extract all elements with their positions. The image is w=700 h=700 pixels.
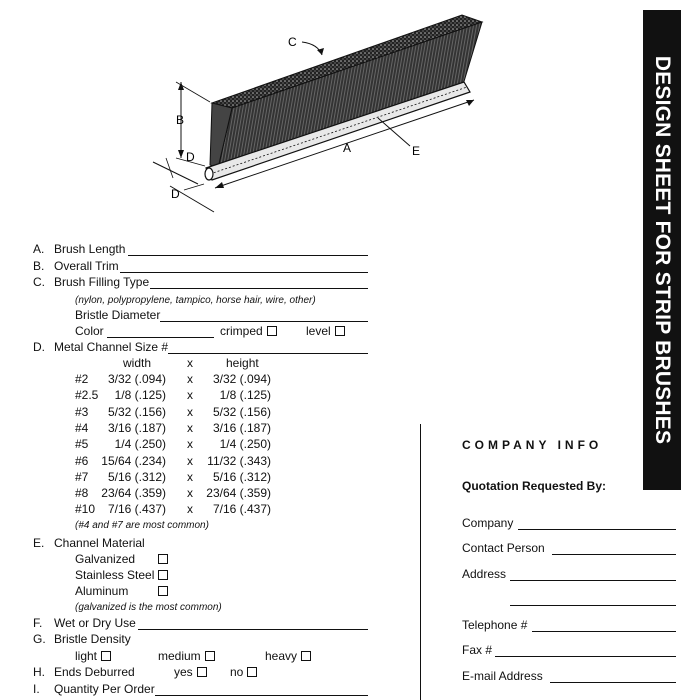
- telephone-label: Telephone #: [462, 618, 528, 632]
- stainless-checkbox[interactable]: [158, 570, 168, 580]
- label-e: E: [412, 144, 421, 158]
- channel-size-num: #10: [75, 502, 96, 517]
- channel-size-width: 1/4 (.250): [114, 437, 166, 452]
- overall-trim-field[interactable]: [120, 272, 368, 273]
- channel-size-width: 3/16 (.187): [107, 420, 166, 435]
- channel-size-note: (#4 and #7 are most common): [75, 520, 209, 531]
- item-a-label: Brush Length: [54, 242, 126, 256]
- telephone-field[interactable]: [532, 631, 676, 632]
- item-i-label: Quantity Per Order: [54, 682, 155, 696]
- email-label: E-mail Address: [462, 669, 543, 683]
- channel-size-width: 1/8 (.125): [114, 388, 166, 403]
- brush-length-field[interactable]: [128, 255, 368, 256]
- bristle-diameter-field[interactable]: [160, 321, 368, 322]
- channel-size-num: #8: [75, 486, 89, 501]
- item-d-letter: D.: [33, 340, 45, 354]
- stainless-label: Stainless Steel: [75, 568, 155, 582]
- item-g-letter: G.: [33, 632, 46, 646]
- item-f-letter: F.: [33, 616, 43, 630]
- channel-size-height: 7/16 (.437): [212, 502, 271, 517]
- channel-size-num: #6: [75, 453, 89, 468]
- quotation-heading: Quotation Requested By:: [462, 479, 607, 493]
- crimped-option[interactable]: [220, 324, 277, 338]
- label-d-bottom: D: [171, 187, 180, 201]
- channel-size-x: x: [187, 404, 193, 419]
- col-width-header: width: [123, 356, 152, 370]
- channel-size-width: 23/64 (.359): [101, 486, 166, 501]
- item-d-label: Metal Channel Size #: [54, 340, 169, 354]
- channel-size-height: 5/32 (.156): [212, 404, 271, 419]
- crimped-label: crimped: [220, 324, 263, 338]
- strip-brush-illustration: [150, 0, 490, 220]
- item-e-letter: E.: [33, 536, 45, 550]
- wet-dry-field[interactable]: [138, 629, 368, 630]
- item-f-label: Wet or Dry Use: [54, 616, 136, 630]
- channel-size-x: x: [187, 437, 193, 452]
- sidebar-title: DESIGN SHEET FOR STRIP BRUSHES: [651, 55, 674, 445]
- title-sidebar: [643, 10, 681, 490]
- item-c-label: Brush Filling Type: [54, 275, 150, 289]
- channel-size-num: #7: [75, 469, 89, 484]
- channel-size-field[interactable]: [168, 353, 368, 354]
- medium-checkbox[interactable]: [205, 651, 215, 661]
- label-c: C: [288, 35, 297, 49]
- bristle-diameter-label: Bristle Diameter: [75, 308, 161, 322]
- channel-size-height: 5/16 (.312): [212, 469, 271, 484]
- galvanized-checkbox[interactable]: [158, 554, 168, 564]
- yes-option[interactable]: [174, 665, 207, 679]
- channel-size-x: x: [187, 372, 193, 386]
- heavy-label: heavy: [265, 649, 298, 663]
- aluminum-checkbox[interactable]: [158, 586, 168, 596]
- channel-size-x: x: [187, 486, 193, 501]
- channel-size-height: 3/16 (.187): [212, 420, 271, 435]
- label-a: A: [343, 141, 352, 155]
- light-checkbox[interactable]: [101, 651, 111, 661]
- channel-size-height: 23/64 (.359): [206, 486, 271, 501]
- channel-size-width: 15/64 (.234): [101, 453, 166, 468]
- channel-size-height: 11/32 (.343): [207, 453, 271, 468]
- channel-size-x: x: [187, 469, 193, 484]
- heavy-checkbox[interactable]: [301, 651, 311, 661]
- col-x-header: x: [187, 356, 193, 370]
- channel-size-num: #4: [75, 420, 89, 435]
- fax-field[interactable]: [495, 656, 676, 657]
- item-h-letter: H.: [33, 665, 45, 679]
- label-d-top: D: [186, 150, 195, 164]
- channel-size-width: 3/32 (.094): [107, 372, 166, 386]
- level-checkbox[interactable]: [335, 326, 345, 336]
- medium-option[interactable]: [158, 649, 215, 663]
- channel-size-width: 5/32 (.156): [107, 404, 166, 419]
- company-label: Company: [462, 516, 514, 530]
- light-label: light: [75, 649, 98, 663]
- channel-size-height: 1/4 (.250): [219, 437, 271, 452]
- medium-label: medium: [158, 649, 201, 663]
- channel-size-num: #2: [75, 372, 89, 386]
- channel-size-num: #3: [75, 404, 89, 419]
- channel-size-x: x: [187, 453, 193, 468]
- company-info-heading: COMPANY INFO: [462, 438, 603, 452]
- label-b: B: [176, 113, 185, 127]
- channel-size-height: 1/8 (.125): [219, 388, 271, 403]
- no-label: no: [230, 665, 244, 679]
- item-c-letter: C.: [33, 275, 45, 289]
- channel-size-num: #2.5: [75, 388, 99, 403]
- level-label: level: [306, 324, 331, 338]
- col-height-header: height: [226, 356, 259, 370]
- crimped-checkbox[interactable]: [267, 326, 277, 336]
- channel-size-width: 7/16 (.437): [107, 502, 166, 517]
- yes-label: yes: [174, 665, 193, 679]
- color-label: Color: [75, 324, 104, 338]
- quantity-field[interactable]: [155, 695, 368, 696]
- fax-label: Fax #: [462, 643, 493, 657]
- company-field[interactable]: [518, 529, 676, 530]
- item-e-label: Channel Material: [54, 536, 145, 550]
- item-b-letter: B.: [33, 259, 45, 273]
- contact-label: Contact Person: [462, 541, 545, 555]
- item-h-label: Ends Deburred: [54, 665, 135, 679]
- channel-size-num: #5: [75, 437, 89, 452]
- item-i-letter: I.: [33, 682, 40, 696]
- contact-field[interactable]: [552, 554, 676, 555]
- color-field[interactable]: [107, 337, 214, 338]
- galvanized-label: Galvanized: [75, 552, 136, 566]
- light-option[interactable]: [75, 649, 111, 663]
- email-field[interactable]: [550, 682, 676, 683]
- item-b-label: Overall Trim: [54, 259, 119, 273]
- channel-size-height: 3/32 (.094): [212, 372, 271, 386]
- channel-size-x: x: [187, 502, 193, 517]
- address-label: Address: [462, 567, 507, 581]
- filling-type-note: (nylon, polypropylene, tampico, horse hair, wire, other): [75, 295, 316, 306]
- item-a-letter: A.: [33, 242, 45, 256]
- section-divider: [420, 424, 421, 700]
- heavy-option[interactable]: [265, 649, 311, 663]
- aluminum-label: Aluminum: [75, 584, 129, 598]
- channel-size-x: x: [187, 388, 193, 403]
- no-option[interactable]: [230, 665, 257, 679]
- filling-type-field[interactable]: [150, 288, 368, 289]
- channel-size-x: x: [187, 420, 193, 435]
- address-field-line-2[interactable]: [510, 605, 676, 606]
- level-option[interactable]: [306, 324, 345, 338]
- channel-size-width: 5/16 (.312): [107, 469, 166, 484]
- yes-checkbox[interactable]: [197, 667, 207, 677]
- channel-material-note: (galvanized is the most common): [75, 602, 222, 613]
- item-g-label: Bristle Density: [54, 632, 131, 646]
- address-field[interactable]: [510, 580, 676, 581]
- no-checkbox[interactable]: [247, 667, 257, 677]
